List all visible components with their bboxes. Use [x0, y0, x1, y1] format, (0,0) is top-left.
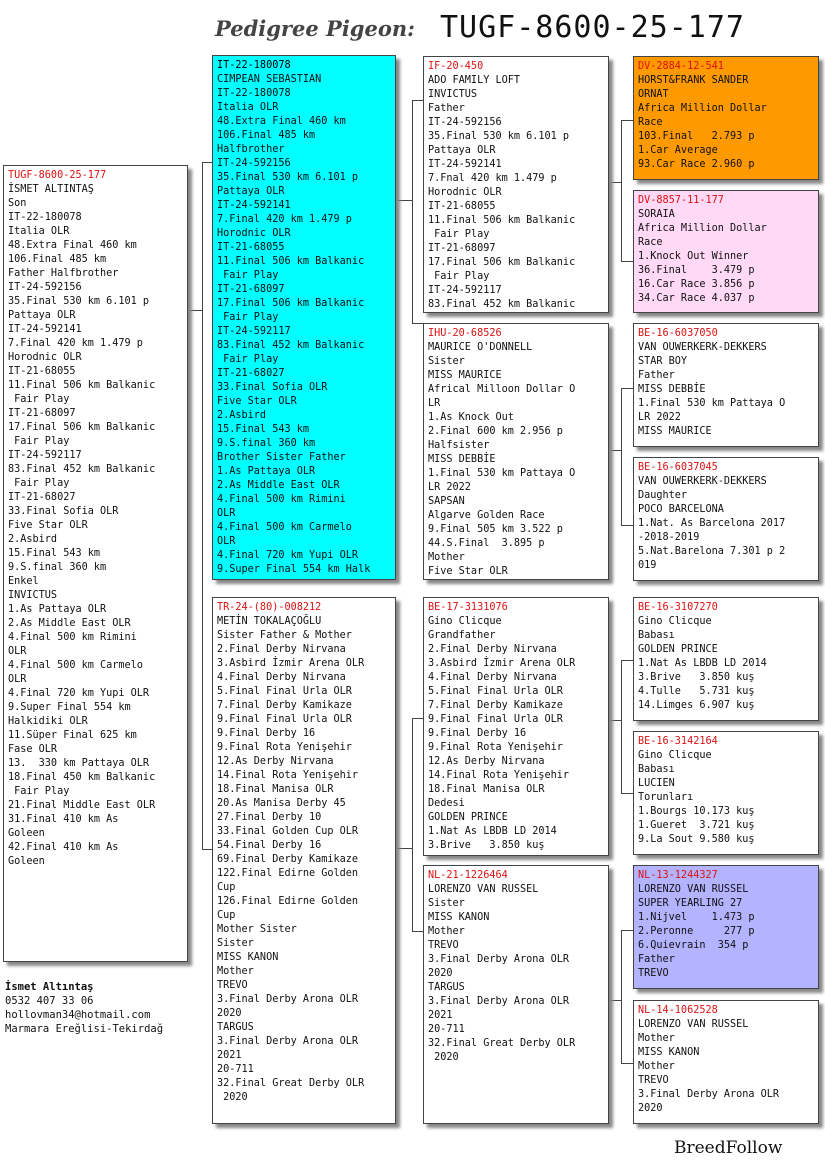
connector: [609, 182, 621, 184]
pedigree-line: OLR: [217, 536, 236, 547]
pedigree-line: 7.Fnal 420 km 1.479 p: [428, 173, 557, 184]
pedigree-line: 2.Final 600 km 2.956 p: [428, 426, 563, 437]
pedigree-line: OLR: [8, 674, 27, 685]
pedigree-line: 106.Final 485 km: [217, 130, 316, 141]
pedigree-line: POCO BARCELONA: [638, 504, 724, 515]
pedigree-line: 9.Final Rota Yenişehir: [428, 742, 563, 753]
pedigree-line: 7.Final 420 km 1.479 p: [217, 214, 352, 225]
pedigree-line: Goleen: [8, 828, 45, 839]
pedigree-line: IT-21-68055: [217, 242, 285, 253]
pedigree-line: Babası: [638, 630, 675, 641]
pedigree-line: IT-21-68027: [217, 368, 285, 379]
pedigree-line: 1.Nat As LBDB LD 2014: [638, 658, 767, 669]
pedigree-line: 9.Super Final 554 km Halk: [217, 564, 371, 575]
ring-number: BE-17-3131076: [428, 602, 508, 613]
pedigree-line: TREVO: [638, 1075, 669, 1086]
pedigree-line: 17.Final 506 km Balkanic: [428, 257, 576, 268]
pedigree-line: OLR: [217, 508, 236, 519]
pedigree-line: 9.Final Rota Yenişehir: [217, 742, 352, 753]
pedigree-line: Son: [8, 198, 27, 209]
pedigree-line: Dedesi: [428, 798, 465, 809]
pedigree-line: Sister Father & Mother: [217, 630, 352, 641]
pedigree-line: 20-711: [217, 1064, 254, 1075]
pedigree-line: 33.Final Sofia OLR: [8, 506, 119, 517]
pedigree-line: 42.Final 410 km As: [8, 842, 119, 853]
mother-card: [212, 597, 396, 1124]
pedigree-line: Mother: [217, 966, 254, 977]
pedigree-line: IT-24-592156: [8, 282, 82, 293]
ring-number: IF-20-450: [428, 61, 484, 72]
connector: [396, 200, 412, 202]
ring-number: BE-16-6037050: [638, 328, 718, 339]
pedigree-line: 3.Brive 3.850 kuş: [638, 672, 755, 683]
pedigree-line: 4.Final Derby Nirvana: [217, 672, 346, 683]
pedigree-line: 5.Final Final Urla OLR: [217, 686, 352, 697]
pedigree-line: Mother: [428, 926, 465, 937]
pedigree-line: Fair Play: [428, 271, 490, 282]
pedigree-line: 1.Final 530 km Pattaya O: [638, 398, 786, 409]
pedigree-line: 2020: [217, 1092, 248, 1103]
pedigree-line: 33.Final Sofia OLR: [217, 382, 328, 393]
ggp-card-5: [633, 597, 819, 721]
pedigree-line: Fair Play: [8, 786, 70, 797]
pedigree-line: Gino Clicque: [638, 616, 712, 627]
pedigree-line: 9.La Sout 9.580 kuş: [638, 834, 755, 845]
pedigree-line: 32.Final Great Derby OLR: [217, 1078, 365, 1089]
pedigree-line: MISS KANON: [428, 912, 490, 923]
pedigree-line: 4.Final 500 km Rimini: [217, 494, 346, 505]
pedigree-line: 32.Final Great Derby OLR: [428, 1038, 576, 1049]
ring-number: IT-22-180078: [217, 60, 291, 71]
pedigree-line: 14.Limges 6.907 kuş: [638, 700, 755, 711]
pedigree-line: MISS KANON: [638, 1047, 700, 1058]
pedigree-line: MISS DEBBİE: [428, 454, 496, 465]
pedigree-line: IT-24-592141: [217, 200, 291, 211]
ring-number: BE-16-3142164: [638, 736, 718, 747]
pedigree-line: 44.S.Final 3.895 p: [428, 538, 545, 549]
pedigree-line: GOLDEN PRINCE: [638, 644, 718, 655]
pedigree-line: 21.Final Middle East OLR: [8, 800, 156, 811]
pedigree-line: 019: [638, 560, 657, 571]
pedigree-line: 27.Final Derby 10: [217, 812, 322, 823]
pedigree-line: LR: [428, 398, 441, 409]
pedigree-line: 9.Super Final 554 km: [8, 702, 131, 713]
pedigree-line: 5.Final Final Urla OLR: [428, 686, 563, 697]
paternal-grandfather-card: [423, 56, 609, 313]
pedigree-line: SAPSAN: [428, 496, 465, 507]
pedigree-line: 1.As Knock Out: [428, 412, 514, 423]
pedigree-line: Daughter: [638, 490, 688, 501]
maternal-grandmother-card: [423, 865, 609, 1124]
pedigree-line: Grandfather: [428, 630, 496, 641]
pedigree-line: 11.Final 506 km Balkanic: [8, 380, 156, 391]
pedigree-line: Pattaya OLR: [217, 186, 285, 197]
connector: [609, 720, 621, 722]
pedigree-line: 9.Final Derby 16: [217, 728, 316, 739]
pedigree-line: TARGUS: [428, 982, 465, 993]
pedigree-line: 103.Final 2.793 p: [638, 131, 755, 142]
pedigree-line: TARGUS: [217, 1022, 254, 1033]
pedigree-line: 13. 330 km Pattaya OLR: [8, 758, 150, 769]
pedigree-line: IT-24-592117: [8, 450, 82, 461]
paternal-grandmother-card: [423, 323, 609, 580]
pedigree-line: Babası: [638, 764, 675, 775]
pedigree-line: Sister: [217, 938, 254, 949]
pedigree-line: 4.Final 720 km Yupi OLR: [8, 688, 150, 699]
pedigree-line: IT-22-180078: [8, 212, 82, 223]
pedigree-line: 9.Final 505 km 3.522 p: [428, 524, 563, 535]
pedigree-line: Father Halfbrother: [8, 268, 119, 279]
subject-card: [3, 165, 188, 962]
pedigree-line: Horodnic OLR: [428, 187, 502, 198]
pedigree-line: 9.Final Final Urla OLR: [428, 714, 563, 725]
pedigree-line: Cup: [217, 882, 236, 893]
pedigree-line: 2.Asbird: [217, 410, 267, 421]
pedigree-line: 4.Final 500 km Carmelo: [217, 522, 352, 533]
owner-email: hollovman34@hotmail.com: [5, 1009, 151, 1021]
owner-contact: [5, 980, 163, 1036]
ggp-card-2: [633, 190, 819, 313]
pedigree-line: 35.Final 530 km 6.101 p: [8, 296, 150, 307]
pedigree-line: 35.Final 530 km 6.101 p: [428, 131, 570, 142]
pedigree-line: 2021: [428, 1010, 453, 1021]
pedigree-line: 1.Bourgs 10.173 kuş: [638, 806, 755, 817]
pedigree-line: 122.Final Edirne Golden: [217, 868, 359, 879]
pedigree-line: 2.Final Derby Nirvana: [217, 644, 346, 655]
pedigree-line: 3.Final Derby Arona OLR: [428, 954, 570, 965]
ring-number: DV-8857-11-177: [638, 195, 724, 206]
pedigree-line: 18.Final Manisa OLR: [428, 784, 545, 795]
pedigree-line: 6.Quievrain 354 p: [638, 940, 749, 951]
pedigree-line: Mother: [428, 552, 465, 563]
pedigree-line: 93.Car Race 2.960 p: [638, 159, 755, 170]
pedigree-line: 2020: [428, 1052, 459, 1063]
pedigree-line: 14.Final Rota Yenişehir: [217, 770, 359, 781]
ring-number: BE-16-6037045: [638, 462, 718, 473]
pedigree-line: Fair Play: [8, 436, 70, 447]
pedigree-line: 1.Nat. As Barcelona 2017: [638, 518, 786, 529]
pedigree-line: 3.Asbird İzmir Arena OLR: [428, 658, 576, 669]
pedigree-line: 3.Final Derby Arona OLR: [428, 996, 570, 1007]
pedigree-line: IT-21-68055: [428, 201, 496, 212]
pedigree-line: Father: [638, 370, 675, 381]
ggp-card-3: [633, 323, 819, 447]
pedigree-line: 12.As Derby Nirvana: [428, 756, 545, 767]
pedigree-line: 15.Final 543 km: [217, 424, 310, 435]
ring-number: DV-2884-12-541: [638, 61, 724, 72]
ggp-card-1: [633, 56, 819, 180]
pedigree-line: VAN OUWERKERK-DEKKERS: [638, 342, 767, 353]
pedigree-line: Italia OLR: [217, 102, 279, 113]
ring-number: TUGF-8600-25-177: [8, 170, 107, 181]
owner-name: İsmet Altıntaş: [5, 981, 94, 993]
pedigree-line: 9.S.final 360 km: [8, 562, 107, 573]
pedigree-line: Africa Million Dollar: [638, 103, 767, 114]
pedigree-line: Race: [638, 237, 663, 248]
pedigree-line: Race: [638, 117, 663, 128]
pedigree-line: Fase OLR: [8, 744, 58, 755]
pedigree-line: 69.Final Derby Kamikaze: [217, 854, 359, 865]
pedigree-line: Five Star OLR: [8, 520, 88, 531]
pedigree-line: LR 2022: [638, 412, 681, 423]
ring-number: NL-14-1062528: [638, 1005, 718, 1016]
pedigree-line: 48.Extra Final 460 km: [8, 240, 137, 251]
pedigree-line: INVICTUS: [8, 590, 58, 601]
pedigree-line: Mother: [638, 1033, 675, 1044]
connector: [188, 310, 202, 312]
father-card: [212, 55, 396, 580]
pedigree-line: 33.Final Golden Cup OLR: [217, 826, 359, 837]
ggp-card-4: [633, 457, 819, 581]
pedigree-line: 1.As Pattaya OLR: [8, 604, 107, 615]
pedigree-line: 9.S.final 360 km: [217, 438, 316, 449]
pedigree-line: STAR BOY: [638, 356, 688, 367]
main-ring-number: TUGF-8600-25-177: [440, 10, 745, 45]
pedigree-line: Horodnic OLR: [217, 228, 291, 239]
pedigree-line: TREVO: [428, 940, 459, 951]
pedigree-line: 4.Final 500 km Rimini: [8, 632, 137, 643]
pedigree-line: Algarve Golden Race: [428, 510, 545, 521]
pedigree-line: 1.Knock Out Winner: [638, 251, 749, 262]
pedigree-line: 1.Final 530 km Pattaya O: [428, 468, 576, 479]
pedigree-line: METİN TOKALAÇOĞLU: [217, 616, 322, 627]
pedigree-line: 106.Final 485 km: [8, 254, 107, 265]
pedigree-line: 16.Car Race 3.856 p: [638, 279, 755, 290]
pedigree-line: 3.Brive 3.850 kuş: [428, 840, 545, 851]
pedigree-line: 2.Peronne 277 p: [638, 926, 755, 937]
pedigree-line: 36.Final 3.479 p: [638, 265, 755, 276]
pedigree-line: 1.Car Average: [638, 145, 718, 156]
owner-address: Marmara Ereğlisi-Tekirdağ: [5, 1023, 164, 1035]
pedigree-line: IT-21-68055: [8, 366, 76, 377]
pedigree-line: 12.As Derby Nirvana: [217, 756, 334, 767]
pedigree-line: 9.Final Final Urla OLR: [217, 714, 352, 725]
pedigree-line: 3.Final Derby Arona OLR: [638, 1089, 780, 1100]
pedigree-line: 11.Final 506 km Balkanic: [217, 256, 365, 267]
page-title: Pedigree Pigeon:: [215, 16, 415, 41]
pedigree-line: IT-24-592156: [217, 158, 291, 169]
pedigree-line: Torunları: [638, 792, 694, 803]
pedigree-line: Enkel: [8, 576, 39, 587]
ring-number: NL-13-1244327: [638, 870, 718, 881]
pedigree-line: Italia OLR: [8, 226, 70, 237]
pedigree-line: 2021: [217, 1050, 242, 1061]
pedigree-line: ORNAT: [638, 89, 669, 100]
pedigree-line: Fair Play: [8, 394, 70, 405]
brand-footer: BreedFollow: [674, 1138, 783, 1158]
ring-number: IHU-20-68526: [428, 328, 502, 339]
ring-number: TR-24-(80)-008212: [217, 602, 322, 613]
connector: [396, 848, 412, 850]
pedigree-line: Cup: [217, 910, 236, 921]
pedigree-line: 31.Final 410 km As: [8, 814, 119, 825]
pedigree-line: 1.Nijvel 1.473 p: [638, 912, 755, 923]
pedigree-line: 83.Final 452 km Balkanic: [8, 464, 156, 475]
pedigree-line: IT-24-592141: [428, 159, 502, 170]
pedigree-line: LR 2022: [428, 482, 471, 493]
pedigree-line: 3.Final Derby Arona OLR: [217, 1036, 359, 1047]
pedigree-line: MISS KANON: [217, 952, 279, 963]
pedigree-line: 2020: [428, 968, 453, 979]
pedigree-line: -2018-2019: [638, 532, 700, 543]
pedigree-line: 7.Final 420 km 1.479 p: [8, 338, 143, 349]
ggp-card-7: [633, 865, 819, 989]
pedigree-line: 2020: [638, 1103, 663, 1114]
pedigree-line: Fair Play: [217, 354, 279, 365]
ring-number: BE-16-3107270: [638, 602, 718, 613]
pedigree-line: Halfsister: [428, 440, 490, 451]
pedigree-line: 1.As Pattaya OLR: [217, 466, 316, 477]
pedigree-line: IT-24-592117: [428, 285, 502, 296]
pedigree-line: GOLDEN PRINCE: [428, 812, 508, 823]
pedigree-line: 20-711: [428, 1024, 465, 1035]
pedigree-line: Sister: [428, 898, 465, 909]
pedigree-line: Fair Play: [8, 478, 70, 489]
pedigree-line: 1.Gueret 3.721 kuş: [638, 820, 755, 831]
pedigree-line: LUCIEN: [638, 778, 675, 789]
pedigree-line: INVICTUS: [428, 89, 478, 100]
pedigree-line: İSMET ALTINTAŞ: [8, 184, 94, 195]
pedigree-line: LORENZO VAN RUSSEL: [638, 1019, 749, 1030]
pedigree-line: 1.Nat As LBDB LD 2014: [428, 826, 557, 837]
pedigree-line: 2020: [217, 1008, 242, 1019]
pedigree-line: IT-21-68097: [217, 284, 285, 295]
pedigree-line: 20.As Manisa Derby 45: [217, 798, 346, 809]
pedigree-line: Brother Sister Father: [217, 452, 346, 463]
pedigree-line: Gino Clicque: [428, 616, 502, 627]
pedigree-line: IT-21-68027: [8, 492, 76, 503]
pedigree-line: HORST&FRANK SANDER: [638, 75, 749, 86]
pedigree-line: 2.Asbird: [8, 534, 58, 545]
pedigree-line: 54.Final Derby 16: [217, 840, 322, 851]
maternal-grandfather-card: [423, 597, 609, 856]
pedigree-line: LORENZO VAN RUSSEL: [638, 884, 749, 895]
pedigree-line: 83.Final 452 km Balkanic: [428, 299, 576, 310]
pedigree-line: 2.As Middle East OLR: [217, 480, 340, 491]
pedigree-line: TREVO: [638, 968, 669, 979]
pedigree-line: Africal Milloon Dollar O: [428, 384, 576, 395]
pedigree-line: 126.Final Edirne Golden: [217, 896, 359, 907]
pedigree-line: VAN OUWERKERK-DEKKERS: [638, 476, 767, 487]
pedigree-line: LORENZO VAN RUSSEL: [428, 884, 539, 895]
pedigree-line: IT-24-592156: [428, 117, 502, 128]
pedigree-line: Sister: [428, 356, 465, 367]
pedigree-line: Fair Play: [428, 229, 490, 240]
pedigree-line: 83.Final 452 km Balkanic: [217, 340, 365, 351]
pedigree-line: Africa Million Dollar: [638, 223, 767, 234]
pedigree-line: 14.Final Rota Yenişehir: [428, 770, 570, 781]
pedigree-line: SUPER YEARLING 27: [638, 898, 743, 909]
pedigree-line: Pattaya OLR: [8, 310, 76, 321]
pedigree-line: 11.Final 506 km Balkanic: [428, 215, 576, 226]
pedigree-line: IT-24-592117: [217, 326, 291, 337]
pedigree-line: 11.Süper Final 625 km: [8, 730, 137, 741]
pedigree-line: 4.Final 720 km Yupi OLR: [217, 550, 359, 561]
pedigree-line: MISS MAURICE: [638, 426, 712, 437]
ggp-card-8: [633, 1000, 819, 1124]
pedigree-line: Father: [428, 103, 465, 114]
pedigree-line: 4.Final 500 km Carmelo: [8, 660, 143, 671]
pedigree-line: Gino Clicque: [638, 750, 712, 761]
pedigree-line: Halkidiki OLR: [8, 716, 88, 727]
pedigree-line: Mother: [638, 1061, 675, 1072]
ring-number: NL-21-1226464: [428, 870, 508, 881]
pedigree-line: MISS MAURICE: [428, 370, 502, 381]
pedigree-line: MISS DEBBİE: [638, 384, 706, 395]
pedigree-line: OLR: [8, 646, 27, 657]
connector: [609, 450, 621, 452]
pedigree-line: 34.Car Race 4.037 p: [638, 293, 755, 304]
pedigree-line: 18.Final Manisa OLR: [217, 784, 334, 795]
pedigree-line: 17.Final 506 km Balkanic: [8, 422, 156, 433]
pedigree-line: ADO FAMILY LOFT: [428, 75, 521, 86]
pedigree-line: 2.As Middle East OLR: [8, 618, 131, 629]
pedigree-line: 17.Final 506 km Balkanic: [217, 298, 365, 309]
pedigree-line: IT-21-68097: [8, 408, 76, 419]
pedigree-line: Goleen: [8, 856, 45, 867]
pedigree-line: IT-21-68097: [428, 243, 496, 254]
pedigree-line: Father: [638, 954, 675, 965]
pedigree-line: Fair Play: [217, 270, 279, 281]
pedigree-line: 35.Final 530 km 6.101 p: [217, 172, 359, 183]
pedigree-line: 2.Final Derby Nirvana: [428, 644, 557, 655]
connector: [609, 1000, 621, 1002]
pedigree-line: Halfbrother: [217, 144, 285, 155]
pedigree-line: 9.Final Derby 16: [428, 728, 527, 739]
pedigree-line: 7.Final Derby Kamikaze: [428, 700, 563, 711]
pedigree-line: Fair Play: [217, 312, 279, 323]
pedigree-line: Mother Sister: [217, 924, 297, 935]
pedigree-line: 48.Extra Final 460 km: [217, 116, 346, 127]
pedigree-line: 3.Final Derby Arona OLR: [217, 994, 359, 1005]
pedigree-line: 7.Final Derby Kamikaze: [217, 700, 352, 711]
pedigree-line: IT-24-592141: [8, 324, 82, 335]
pedigree-line: Horodnic OLR: [8, 352, 82, 363]
owner-phone: 0532 407 33 06: [5, 995, 94, 1007]
pedigree-line: 15.Final 543 km: [8, 548, 101, 559]
pedigree-line: CIMPEAN SEBASTIAN: [217, 74, 322, 85]
pedigree-line: Five Star OLR: [217, 396, 297, 407]
pedigree-line: Five Star OLR: [428, 566, 508, 577]
pedigree-line: IT-22-180078: [217, 88, 291, 99]
ggp-card-6: [633, 731, 819, 855]
pedigree-line: 4.Tulle 5.731 kuş: [638, 686, 755, 697]
pedigree-line: Pattaya OLR: [428, 145, 496, 156]
pedigree-line: 5.Nat.Barelona 7.301 p 2: [638, 546, 786, 557]
pedigree-line: TREVO: [217, 980, 248, 991]
pedigree-line: 4.Final Derby Nirvana: [428, 672, 557, 683]
pedigree-line: 18.Final 450 km Balkanic: [8, 772, 156, 783]
pedigree-line: SORAIA: [638, 209, 675, 220]
pedigree-line: 3.Asbird İzmir Arena OLR: [217, 658, 365, 669]
pedigree-line: MAURICE O'DONNELL: [428, 342, 533, 353]
